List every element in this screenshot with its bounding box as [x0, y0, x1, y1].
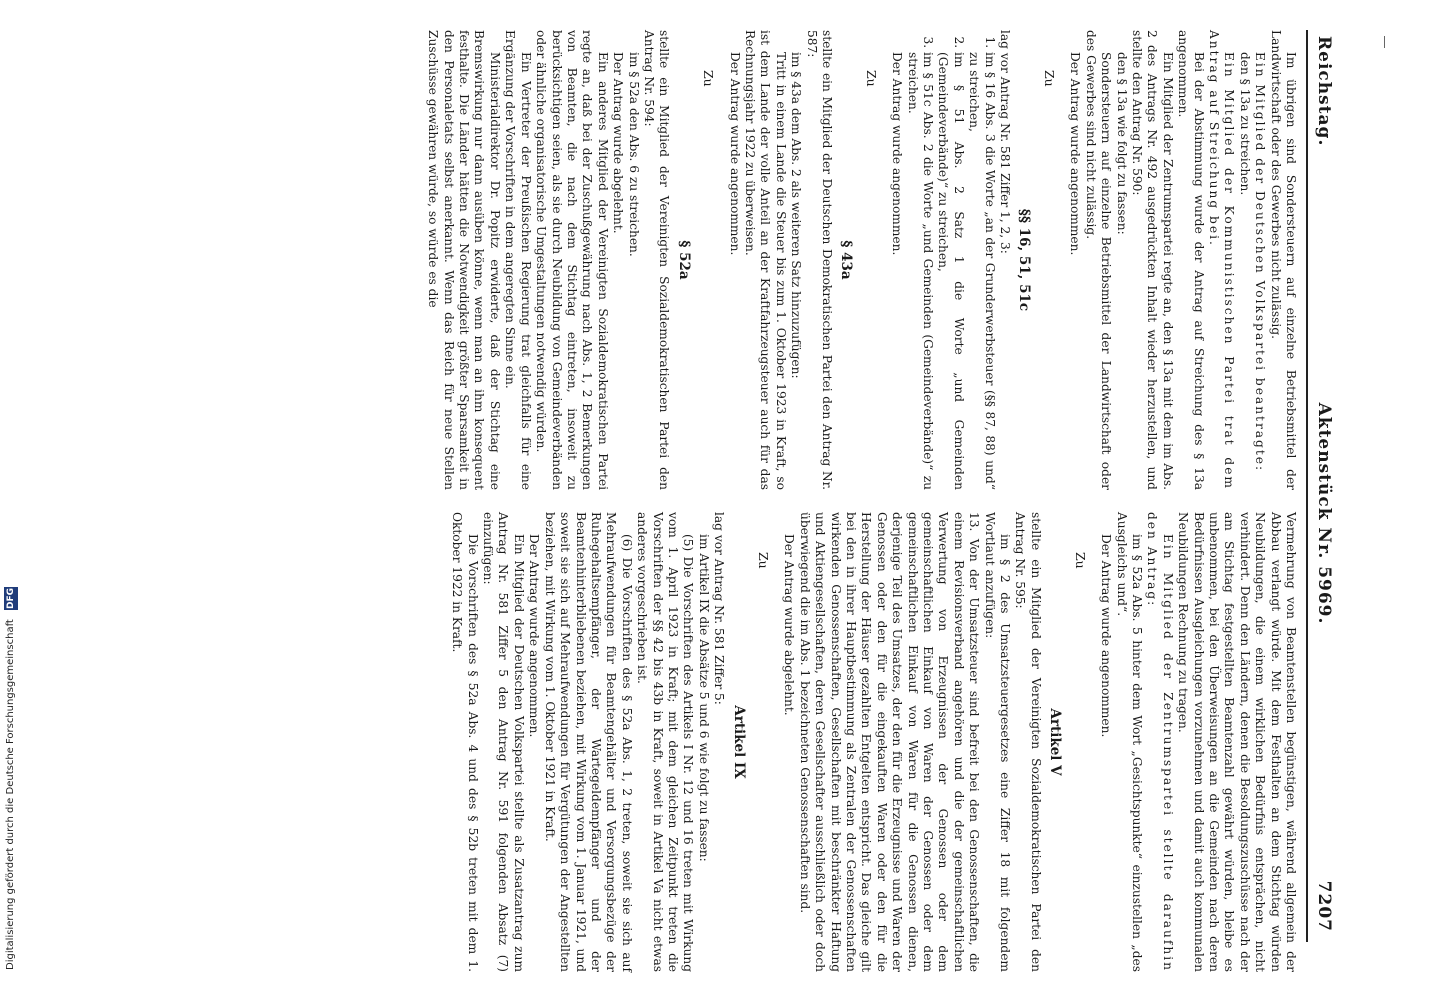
header-rule: [1306, 30, 1308, 942]
paragraph: 13. Von der Umsatzsteuer sind befreit bei den Genossenschaften, die einem Revisionsverband angehören und die der gemeinschaftlichen Verwertung von Erzeugnissen der Genossen oder dem gemeinschaftlichen Einkauf von Waren der Genossen oder dem gemeinschaftlichen Einkauf von Waren für die Genossen dienen, derjenige Teil des Umsatzes, der den für die Erzeugnisse und Waren der Genossen oder den für die eingekauften Waren oder den für die Herstellung der Häuser gezahlten Entgelten entspricht. Das gleiche gilt bei den in ihrer Hauptbestimmung als Zentralen der Genossenschaften wirkenden Genossenschaften, Gesellschaften mit beschränkter Haftung und Aktiengesellschaften, deren Gesellschafter ausschließlich oder doch überwiegend die im Abs. 1 bezeichneten Genossenschaften sind.: [797, 512, 982, 972]
zu-label: Zu: [756, 552, 771, 569]
paragraph: Ministerialdirektor Dr. Popitz erwiderte, daß der Stichtag eine Bremswirkung nur dann ausüben könne, wenn man an ihm konsequent festhalte. Die Länder hätten die Notwendigkeit größter Sparsamkeit in den Personaletats selbst anerkannt. Wenn das Reich für neue Stellen Zuschüsse gewähren würde, so würde es die: [426, 30, 502, 490]
sidenote-text: Digitalisierung gefördert durch die Deutsche Forschungsgemeinschaft: [5, 619, 16, 970]
paragraph: stellte ein Mitglied der Deutschen Demokratischen Partei den Antrag Nr. 587:: [804, 30, 835, 490]
paragraph: (6) Die Vorschriften des § 52a Abs. 1, 2 treten, soweit sie sich auf Mehraufwendungen für Beamtengehälter und Versorgungsbezüge der Ruhegehaltsempfänger, der Wartegeldempfänger und der Beamtenhinterbliebenen beziehen, mit Wirkung vom 1. Januar 1921, und soweit sie sich auf Mehraufwendungen für Vergütungen der Angestellten beziehen, mit Wirkung vom 1. Oktober 1921 in Kraft.: [542, 512, 634, 972]
right-column: [98, 512, 1298, 972]
paragraph: im Artikel IX die Absätze 5 und 6 wie folgt zu fassen:: [696, 534, 711, 862]
section-heading: §§ 16, 51, 51c: [1016, 208, 1033, 312]
paragraph: Ein Mitglied der Zentrumspartei stellte daraufhin den Antrag:: [1145, 512, 1175, 972]
list-item: 1. im § 16 Abs. 3 die Worte „an der Grunderwerbsteuer (§§ 87, 88) und“ zu streichen,: [966, 52, 997, 490]
page-number: 7207: [1314, 880, 1334, 932]
paragraph: stellte ein Mitglied der Vereinigten Sozialdemokratischen Partei den Antrag Nr. 595:: [1013, 512, 1043, 972]
header-left: Reichstag.: [1314, 36, 1334, 147]
paragraph: Ein Mitglied der Zentrumspartei regte an, den § 13a mit dem im Abs. 2 des Antrags Nr. 492 ausgedrückten Inhalt wieder herzustellen, und stellte den Antrag Nr. 590:: [1129, 30, 1175, 490]
section-heading: § 43a: [838, 240, 855, 280]
amendment-list: [904, 30, 996, 490]
paragraph: Ein Vertreter der Preußischen Regierung trat gleichfalls für eine Ergänzung der Vorschriften in dem angeregten Sinne ein.: [503, 30, 533, 490]
paragraph: Der Antrag wurde angenommen.: [1068, 52, 1083, 256]
paragraph: Sondersteuern auf einzelne Betriebsmittel der Landwirtschaft oder des Gewerbes sind nicht zulässig.: [1083, 30, 1114, 490]
paragraph: Der Antrag wurde angenommen.: [727, 52, 742, 256]
paragraph: Der Antrag wurde angenommen.: [890, 52, 905, 256]
paragraph: Bei der Abstimmung wurde der Antrag auf Streichung des § 13a angenommen.: [1176, 30, 1206, 490]
paragraph: Der Antrag wurde angenommen.: [1099, 534, 1114, 738]
paragraph: stellte ein Mitglied der Vereinigten Sozialdemokratischen Partei den Antrag Nr. 594:: [641, 30, 672, 490]
text-columns: [98, 30, 1298, 972]
zu-label: Zu: [1041, 70, 1057, 87]
paragraph: den § 13a zu streichen.: [1237, 52, 1252, 196]
zu-label: Zu: [701, 70, 717, 87]
list-item: 2. im § 51 Abs. 2 Satz 1 die Worte „und Gemeinden (Gemeindeverbände)“ zu streichen,: [935, 52, 966, 490]
paragraph: Ein anderes Mitglied der Vereinigten Sozialdemokratischen Partei regte an, daß bei der Zuschußgewährung nach Abs. 1, 2 Bemerkungen von Beamten, die nach dem Stichtag eintreten, insoweit zu berücksichtigen seien, als sie durch Neubildung von Gemeindeverbänden oder ähnliche organisatorische Umgestaltungen notwendig würden.: [534, 30, 610, 490]
paragraph: Der Antrag wurde angenommen.: [527, 534, 542, 738]
zu-label: Zu: [863, 70, 879, 87]
paragraph: Ein Mitglied der Kommunistischen Partei trat dem Antrag auf Streichung bei.: [1206, 30, 1237, 490]
paragraph: im § 52a Abs. 5 hinter dem Wort „Gesichtspunkte“ einzustellen „des Ausgleichs und“.: [1114, 512, 1144, 972]
paragraph: im § 2 des Umsatzsteuergesetzes eine Ziffer 18 mit folgendem Wortlaut anzufügen:: [982, 512, 1013, 972]
scan-mark: [1384, 36, 1385, 48]
paragraph: Der Antrag wurde abgelehnt.: [611, 52, 626, 234]
paragraph: lag vor Antrag Nr. 581 Ziffer 5:: [712, 512, 727, 705]
header-title: Aktenstück Nr. 5969.: [1314, 402, 1334, 625]
paragraph: Vermehrung von Beamtenstellen begünstigen, während allgemein der Abbau verlangt würde. Mit dem Festhalten an dem Stichtag würden Neubildungen, die einem wirklichen Bedürfnis entsprächen, nicht verhindert. Denn den Ländern, denen die Besoldungszuschüsse nach der am Stichtag festgestellten Beamtenzahl gewährt würden, bleibe es unbenommen, bei den Überweisungen an die Gemeinden nach deren Bedürfnissen Ausgleichungen vorzunehmen und damit auch kommunalen Neubildungen Rechnung zu tragen.: [1176, 512, 1298, 972]
paragraph: (5) Die Vorschriften des Artikels I Nr. 12 und 16 treten mit Wirkung vom 1. April 1923 in Kraft; mit dem gleichen Zeitpunkt treten die Vorschriften der §§ 42 bis 43b in Kraft, soweit in Artikel Va nicht etwas anderes vorgeschrieben ist.: [635, 512, 696, 972]
zu-label: Zu: [1072, 552, 1088, 569]
paragraph: Ein Mitglied der Deutschen Volkspartei stellte als Zusatzantrag zum Antrag Nr. 581 Ziffer 5 den Antrag Nr. 591 folgenden Absatz (7) einzufügen:: [481, 512, 526, 972]
digitization-sidenote: [4, 30, 18, 970]
paragraph: im § 52a den Abs. 6 zu streichen.: [626, 52, 641, 257]
paragraph: Die Vorschriften des § 52a Abs. 4 und des § 52b treten mit dem 1. Oktober 1922 in Kraft.: [450, 512, 480, 972]
paragraph: lag vor Antrag Nr. 581 Ziffer 1, 2, 3:: [998, 30, 1013, 254]
dfg-logo-badge: DFG: [6, 587, 16, 609]
paragraph: Im übrigen sind Sondersteuern auf einzelne Betriebsmittel der Landwirtschaft oder des Gewerbes nicht zulässig.: [1268, 30, 1298, 490]
paragraph: Tritt in einem Lande die Steuer bis zum 1. Oktober 1923 in Kraft, so ist dem Lande der volle Anteil an der Kraftfahrzeugsteuer auch für das Rechnungsjahr 1922 zu überweisen.: [743, 30, 788, 490]
section-heading: § 52a: [675, 240, 692, 280]
list-item: 3. im § 51c Abs. 2 die Worte „und Gemeinden (Gemeindeverbände)“ zu streichen.: [904, 52, 935, 490]
rotated-page: [34, 0, 1364, 1000]
paragraph: Der Antrag wurde abgelehnt.: [782, 534, 797, 716]
paragraph: den § 13a wie folgt zu fassen:: [1114, 52, 1129, 235]
page-header: [1310, 30, 1334, 972]
section-heading: Artikel IX: [730, 705, 747, 779]
paragraph: Ein Mitglied der Deutschen Volkspartei beantragte:: [1253, 52, 1268, 473]
paragraph: im § 43a dem Abs. 2 als weiteren Satz hinzuzufügen:: [789, 52, 804, 379]
left-column: [98, 30, 1298, 490]
section-heading: Artikel V: [1047, 708, 1064, 776]
